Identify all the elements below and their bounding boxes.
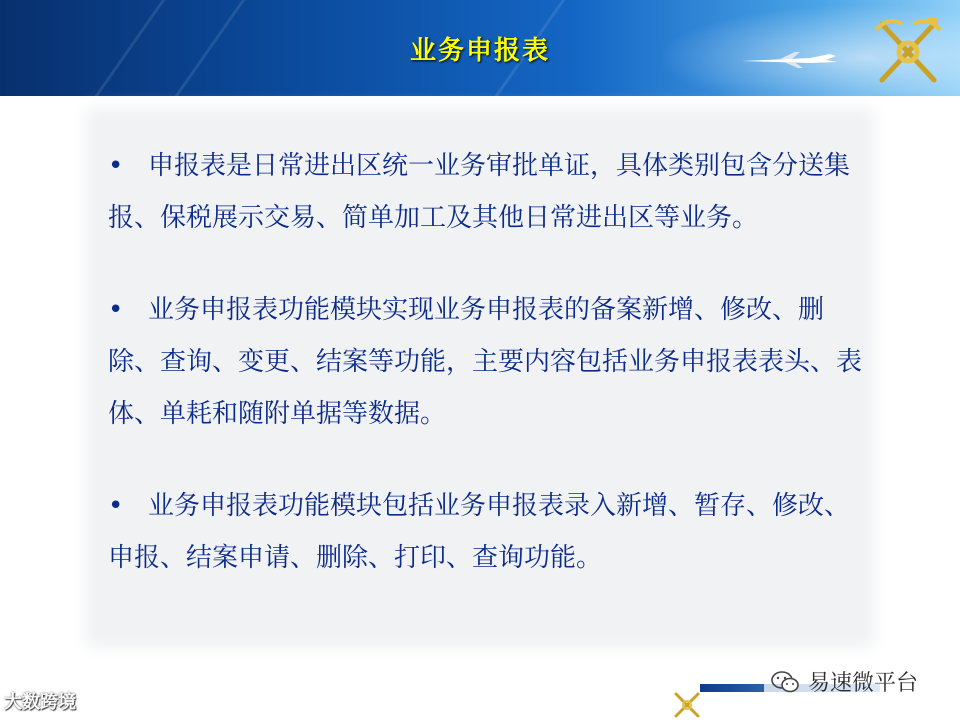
bullet-dot: • — [108, 491, 124, 521]
header-banner — [0, 0, 960, 96]
bullet-item — [108, 480, 868, 584]
watermark-right — [764, 664, 924, 699]
bullet-item — [108, 140, 868, 244]
bullet-list — [108, 140, 868, 624]
watermark-right-label: 易速微平台 — [808, 671, 919, 696]
bullet-item — [108, 284, 868, 440]
bullet-text: 申报表是日常进出区统一业务审批单证，具体类别包含分送集报、保税展示交易、简单加工及其他日常进出区等业务。 — [108, 151, 851, 233]
footer-key-emblem-icon — [672, 690, 702, 718]
wechat-icon — [770, 670, 800, 694]
bullet-dot: • — [108, 295, 124, 325]
slide-title: 业务申报表 — [409, 36, 550, 66]
bullet-text: 业务申报表功能模块包括业务申报表录入新增、暂存、修改、申报、结案申请、删除、打印、查询功能。 — [108, 491, 851, 573]
bullet-dot: • — [108, 151, 124, 181]
bullet-text: 业务申报表功能模块实现业务申报表的备案新增、修改、删除、查询、变更、结案等功能，主要内容包括业务申报表表头、表体、单耗和随附单据等数据。 — [108, 295, 863, 429]
watermark-left: 大数跨境 — [4, 692, 76, 713]
